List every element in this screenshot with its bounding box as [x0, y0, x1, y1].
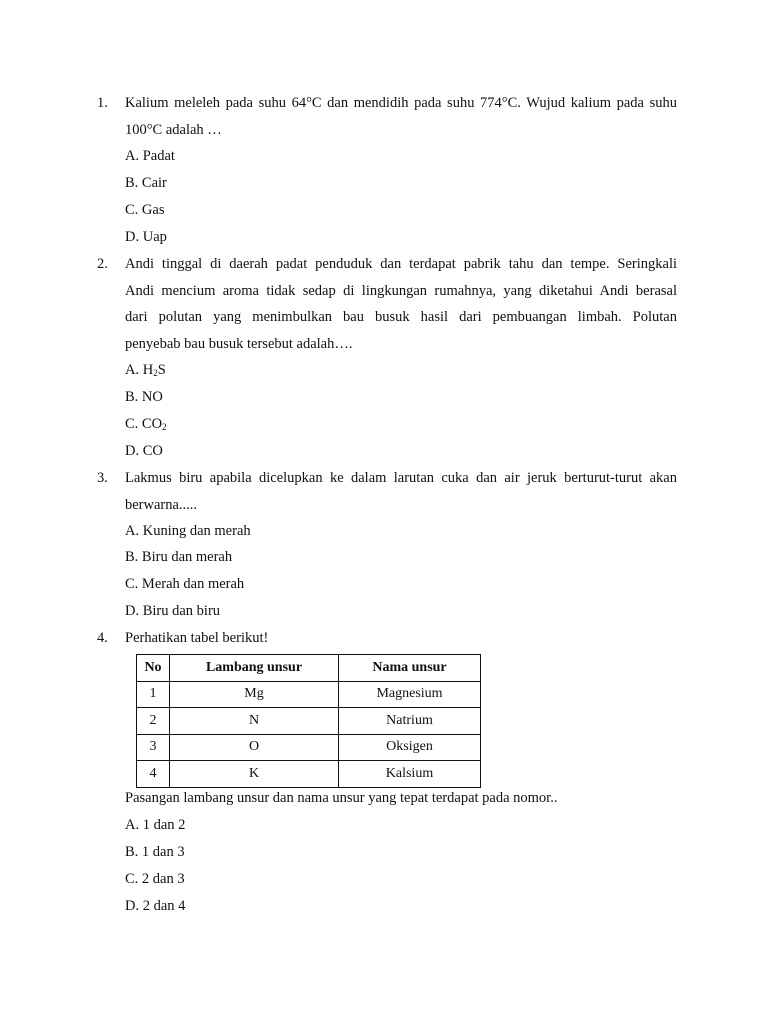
- table-cell: K: [170, 761, 339, 788]
- option-1d: D. Uap: [125, 229, 167, 245]
- table-cell: 1: [137, 681, 170, 708]
- question-line: Lakmus biru apabila dicelupkan ke dalam larutan cuka dan air jeruk berturut-turut akan: [125, 470, 677, 486]
- question-number: 3.: [97, 470, 108, 486]
- table-cell: Oksigen: [339, 734, 481, 761]
- question-number: 4.: [97, 630, 108, 646]
- table-question-prompt: Pasangan lambang unsur dan nama unsur yang tepat terdapat pada nomor..: [125, 790, 558, 806]
- question-line: dari polutan yang menimbulkan bau busuk hasil dari pembuangan limbah. Polutan: [125, 309, 677, 325]
- option-4b: B. 1 dan 3: [125, 844, 185, 860]
- table-row: [137, 708, 481, 735]
- column-header: Lambang unsur: [170, 655, 339, 682]
- table-cell: 4: [137, 761, 170, 788]
- option-4d: D. 2 dan 4: [125, 898, 186, 914]
- table-row: [137, 761, 481, 788]
- table-cell: Mg: [170, 681, 339, 708]
- option-2d: [125, 443, 163, 460]
- option-1a: A. Padat: [125, 148, 175, 164]
- subscript: 2: [162, 422, 167, 432]
- table-row: [137, 681, 481, 708]
- option-text: A. H: [125, 362, 154, 378]
- option-3b: B. Biru dan merah: [125, 549, 233, 565]
- option-1c: C. Gas: [125, 202, 165, 218]
- question-line: Andi mencium aroma tidak sedap di lingkungan rumahnya, yang diketahui Andi berasal: [125, 282, 677, 299]
- table-row: [137, 734, 481, 761]
- option-4a: A. 1 dan 2: [125, 817, 186, 833]
- question-line: berwarna.....: [125, 496, 198, 513]
- column-header: No: [137, 655, 170, 682]
- question-text: [125, 465, 677, 518]
- question-line: penyebab bau busuk tersebut adalah….: [125, 335, 353, 352]
- table-cell: Magnesium: [339, 681, 481, 708]
- element-table: [136, 654, 481, 788]
- table-cell: Natrium: [339, 708, 481, 735]
- question-text: [125, 625, 677, 652]
- subscript: 2: [153, 368, 158, 378]
- option-4c: C. 2 dan 3: [125, 871, 185, 887]
- question-line: Kalium meleleh pada suhu 64°C dan mendidih pada suhu 774°C. Wujud kalium pada suhu: [125, 95, 677, 111]
- question-number: 1.: [97, 95, 108, 111]
- table-cell: O: [170, 734, 339, 761]
- question-text: [125, 90, 677, 143]
- table-cell: 3: [137, 734, 170, 761]
- table-cell: Kalsium: [339, 761, 481, 788]
- option-2b: [125, 389, 163, 406]
- option-3c: C. Merah dan merah: [125, 576, 245, 592]
- table-cell: 2: [137, 708, 170, 735]
- question-text: [125, 251, 677, 357]
- table-header-row: [137, 655, 481, 682]
- option-2c: [125, 416, 167, 433]
- question-line: 100°C adalah …: [125, 121, 222, 138]
- option-1b: B. Cair: [125, 175, 167, 191]
- table-cell: N: [170, 708, 339, 735]
- column-header: Nama unsur: [339, 655, 481, 682]
- question-number: 2.: [97, 256, 108, 272]
- question-line: Andi tinggal di daerah padat penduduk dan terdapat pabrik tahu dan tempe. Seringkali: [125, 256, 677, 272]
- option-2a: [125, 362, 166, 379]
- option-text: C. CO: [125, 416, 163, 432]
- option-text: D. CO: [125, 443, 163, 459]
- option-text: B. NO: [125, 389, 163, 405]
- option-3a: A. Kuning dan merah: [125, 523, 251, 539]
- question-line: Perhatikan tabel berikut!: [125, 630, 269, 646]
- option-3d: D. Biru dan biru: [125, 603, 221, 619]
- option-text: S: [157, 362, 166, 378]
